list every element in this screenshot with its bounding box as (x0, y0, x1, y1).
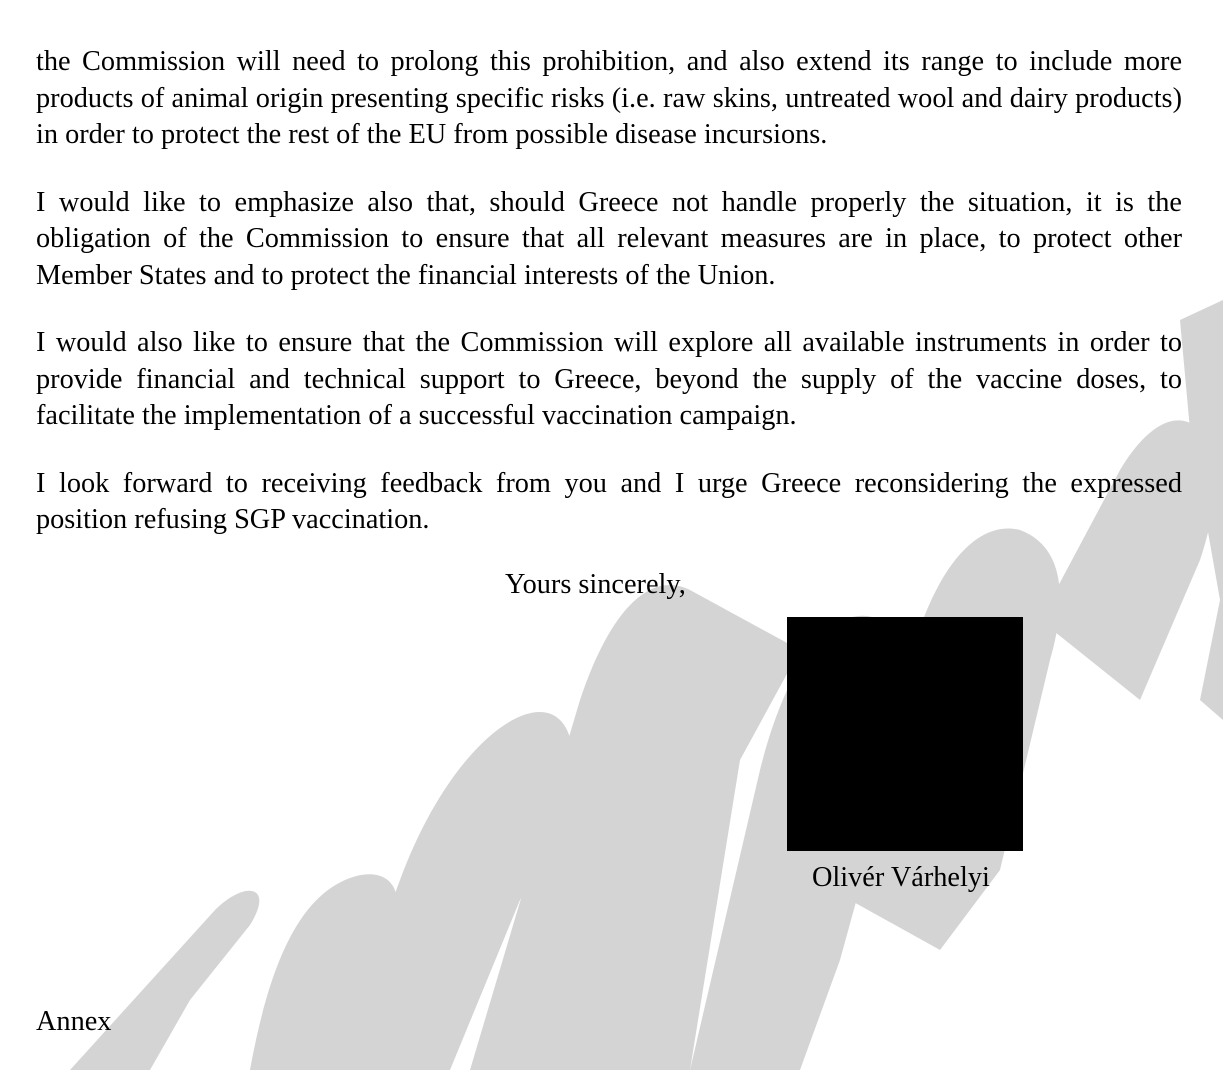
annex-label: Annex (36, 1006, 112, 1037)
paragraph-obligation: I would like to emphasize also that, should Greece not handle properly the situation, it is the obligation of the Commission to ensure that all relevant measures are in place, to protect other Member States and to protect the financial interests of the Union. (36, 186, 1182, 291)
letter-body (36, 44, 1182, 570)
paragraph-support: I would also like to ensure that the Commission will explore all available instruments in order to provide financial and technical support to Greece, beyond the supply of the vaccine doses, to facilitate the implementation of a successful vaccination campaign. (36, 327, 1182, 431)
closing-salutation: Yours sincerely, (505, 569, 686, 600)
signatory-name: Olivér Várhelyi (812, 862, 990, 893)
paragraph-prohibition: the Commission will need to prolong this prohibition, and also extend its range to include more products of animal origin presenting specific risks (i.e. raw skins, untreated wool and dairy products) in order to protect the rest of the EU from possible disease incursions. (36, 46, 1182, 150)
paragraph-feedback: I look forward to receiving feedback from you and I urge Greece reconsidering the expressed position refusing SGP vaccination. (36, 467, 1182, 535)
redacted-signature (787, 617, 1023, 851)
